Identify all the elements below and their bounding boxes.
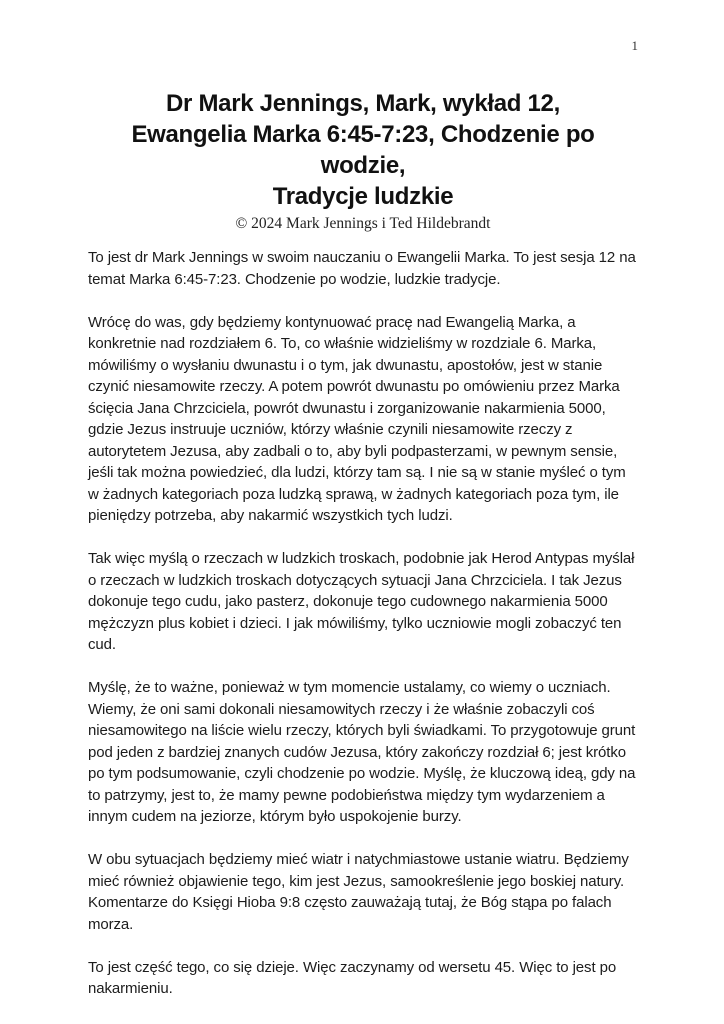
body-text xyxy=(88,247,638,1000)
paragraph: To jest dr Mark Jennings w swoim nauczaniu o Ewangelii Marka. To jest sesja 12 na temat Marka 6:45-7:23. Chodzenie po wodzie, ludzkie tradycje. xyxy=(88,249,636,288)
paragraph: Tak więc myślą o rzeczach w ludzkich troskach, podobnie jak Herod Antypas myślał o rzeczach w ludzkich troskach dotyczących sytuacji Jana Chrzciciela. I tak Jezus dokonuje tego cudu, jako pasterz, dokonuje tego cudownego nakarmienia 5000 mężczyzn plus kobiet i dzieci. I jak mówiliśmy, tylko uczniowie mogli zobaczyć ten cud. xyxy=(88,550,635,653)
page-title xyxy=(88,88,638,212)
page-number: 1 xyxy=(631,38,638,53)
paragraph: Wrócę do was, gdy będziemy kontynuować pracę nad Ewangelią Marka, a konkretnie nad rozdziałem 6. To, co właśnie widzieliśmy w rozdziale 6. Marka, mówiliśmy o wysłaniu dwunastu i o tym, jak dwunastu, apostołów, jest w stanie czynić niesamowite rzeczy. A potem powrót dwunastu po omówieniu przez Marka ścięcia Jana Chrzciciela, powrót dwunastu i zorganizowanie nakarmienia 5000, gdzie Jezus instruuje uczniów, którzy właśnie czynili niesamowite rzeczy z autorytetem Jezusa, aby zadbali o to, aby byli podpasterzami, w pewnym sensie, jeśli tak można powiedzieć, dla ludzi, którzy tam są. I nie są w stanie myśleć o tym w żadnych kategoriach poza ludzką sprawą, w żadnych kategoriach poza tym, ile pieniędzy potrzeba, aby nakarmić wszystkich tych ludzi. xyxy=(88,313,626,524)
copyright-line: © 2024 Mark Jennings i Ted Hildebrandt xyxy=(235,215,491,232)
document-content xyxy=(88,88,638,1021)
paragraph: Myślę, że to ważne, ponieważ w tym momencie ustalamy, co wiemy o uczniach. Wiemy, że oni sami dokonali niesamowitych rzeczy i że właśnie zobaczyli coś niesamowitego na liście wielu rzeczy, których byli świadkami. To przygotowuje grunt pod jeden z bardziej znanych cudów Jezusa, który zakończy rozdział 6; jest krótko po tym podsumowanie, czyli chodzenie po wodzie. Myślę, że kluczową ideą, gdy na to patrzymy, jest to, że mamy pewne podobieństwa między tym wydarzeniem a innym cudem na jeziorze, którym było uspokojenie burzy. xyxy=(88,679,636,825)
title-line-3: Tradycje ludzkie xyxy=(272,183,454,210)
title-line-1: Dr Mark Jennings, Mark, wykład 12, xyxy=(166,90,560,117)
paragraph: To jest część tego, co się dzieje. Więc zaczynamy od wersetu 45. Więc to jest po nakarmieniu. xyxy=(88,958,617,997)
paragraph: W obu sytuacjach będziemy mieć wiatr i natychmiastowe ustanie wiatru. Będziemy mieć również objawienie tego, kim jest Jezus, samookreślenie jego boskiej natury. Komentarze do Księgi Hioba 9:8 często zauważają tutaj, że Bóg stąpa po falach morza. xyxy=(88,851,629,933)
title-line-2: Ewangelia Marka 6:45-7:23, Chodzenie po wodzie, xyxy=(131,121,595,179)
